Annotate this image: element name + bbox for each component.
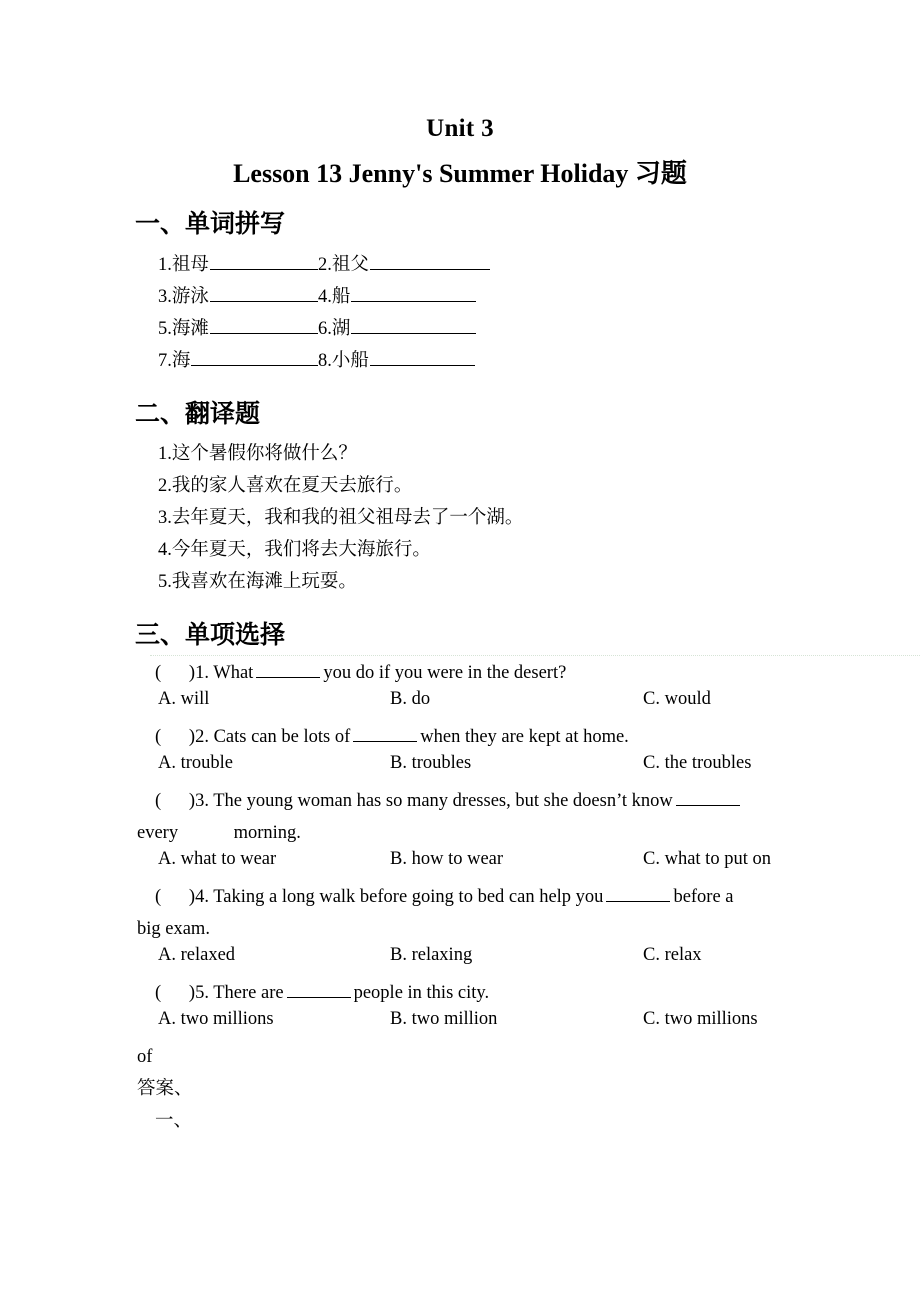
question-marker[interactable]: ( )5. <box>155 983 214 1003</box>
question-stem-tail: you do if you were in the desert? <box>323 663 567 683</box>
answer-blank[interactable] <box>351 284 476 302</box>
option-c[interactable]: C. the troubles <box>643 753 752 773</box>
option-a[interactable]: A. what to wear <box>158 849 277 869</box>
question-stem-tail: people in this city. <box>353 983 490 1003</box>
spelling-label: 5.海滩 <box>158 319 209 339</box>
spelling-label: 8.小船 <box>318 351 369 371</box>
options-row-4 <box>0 945 920 977</box>
options-row-5 <box>0 1009 920 1041</box>
question-stem: Cats can be lots of <box>213 727 351 747</box>
answer-blank[interactable] <box>351 316 476 334</box>
option-c[interactable]: C. what to put on <box>643 849 771 869</box>
list-item <box>0 282 920 314</box>
answer-blank[interactable] <box>210 316 318 334</box>
question-4-continuation: big exam. <box>137 919 210 939</box>
question-stem: The young woman has so many dresses, but she doesn’t know <box>213 791 673 811</box>
question-4 <box>0 881 920 913</box>
list-item: 1.这个暑假你将做什么？ <box>158 444 357 464</box>
spelling-entry-2 <box>318 250 490 276</box>
spelling-entry-1 <box>158 250 318 276</box>
list-item: 4.今年夏天，我们将去大海旅行。 <box>158 540 431 560</box>
option-a[interactable]: A. two millions <box>158 1009 274 1029</box>
list-item: 2.我的家人喜欢在夏天去旅行。 <box>158 476 413 496</box>
option-a[interactable]: A. trouble <box>158 753 234 773</box>
answers-heading: 答案、 <box>137 1079 193 1099</box>
question-3 <box>0 785 920 817</box>
section-heading-spelling: 一、单词拼写 <box>135 209 286 238</box>
answer-blank[interactable] <box>353 725 417 742</box>
list-item <box>0 346 920 378</box>
question-5 <box>0 977 920 1009</box>
question-3-continuation: every morning. <box>137 823 301 843</box>
answer-blank[interactable] <box>370 348 475 366</box>
question-stem: There are <box>213 983 284 1003</box>
option-a[interactable]: A. will <box>158 689 210 709</box>
spelling-entry-7 <box>158 346 318 372</box>
answer-blank[interactable] <box>210 284 318 302</box>
option-c[interactable]: C. two millions <box>643 1009 758 1029</box>
options-row-1 <box>0 689 920 721</box>
question-stem-tail: when they are kept at home. <box>420 727 629 747</box>
multiple-choice-block <box>0 647 920 1041</box>
question-stem: What <box>213 663 254 683</box>
page-separator-artifact <box>150 655 920 657</box>
section-heading-translation: 二、翻译题 <box>135 399 261 428</box>
option-b[interactable]: B. troubles <box>390 753 472 773</box>
option-a[interactable]: A. relaxed <box>158 945 236 965</box>
answer-blank[interactable] <box>256 661 320 678</box>
question-1 <box>0 657 920 689</box>
section-heading-multiple-choice: 三、单项选择 <box>135 620 286 649</box>
answer-blank[interactable] <box>210 252 318 270</box>
question-marker[interactable]: ( )1. <box>155 663 214 683</box>
spelling-label: 1.祖母 <box>158 255 209 275</box>
spelling-label: 4.船 <box>318 287 351 307</box>
answer-blank[interactable] <box>370 252 490 270</box>
overflow-word: of <box>137 1047 153 1067</box>
option-b[interactable]: B. two million <box>390 1009 498 1029</box>
list-item <box>0 314 920 346</box>
spelling-entry-5 <box>158 314 318 340</box>
spelling-label: 6.湖 <box>318 319 351 339</box>
option-b[interactable]: B. relaxing <box>390 945 473 965</box>
spelling-label: 7.海 <box>158 351 191 371</box>
answer-blank[interactable] <box>191 348 318 366</box>
options-row-3 <box>0 849 920 881</box>
list-item: 3.去年夏天，我和我的祖父祖母去了一个湖。 <box>158 508 524 528</box>
list-item: 5.我喜欢在海滩上玩耍。 <box>158 572 357 592</box>
answer-blank[interactable] <box>606 885 670 902</box>
spelling-label: 2.祖父 <box>318 255 369 275</box>
options-row-2 <box>0 753 920 785</box>
option-b[interactable]: B. do <box>390 689 431 709</box>
spelling-list <box>0 236 920 378</box>
spelling-entry-8 <box>318 346 475 372</box>
option-c[interactable]: C. relax <box>643 945 702 965</box>
question-stem-tail: before a <box>673 887 734 907</box>
translation-list <box>0 426 920 598</box>
option-b[interactable]: B. how to wear <box>390 849 504 869</box>
answer-blank[interactable] <box>676 789 740 806</box>
spelling-entry-3 <box>158 282 318 308</box>
question-marker[interactable]: ( )3. <box>155 791 214 811</box>
spelling-entry-4 <box>318 282 476 308</box>
answers-first-item: 一、 <box>155 1111 193 1131</box>
spelling-entry-6 <box>318 314 476 340</box>
page-title-lesson: Lesson 13 Jenny's Summer Holiday 习题 <box>233 159 687 188</box>
option-c[interactable]: C. would <box>643 689 711 709</box>
question-marker[interactable]: ( )2. <box>155 727 214 747</box>
page-title-unit: Unit 3 <box>426 115 494 142</box>
spelling-label: 3.游泳 <box>158 287 209 307</box>
question-marker[interactable]: ( )4. <box>155 887 214 907</box>
list-item <box>0 250 920 282</box>
question-2 <box>0 721 920 753</box>
question-stem: Taking a long walk before going to bed can help you <box>213 887 604 907</box>
answer-blank[interactable] <box>287 981 351 998</box>
